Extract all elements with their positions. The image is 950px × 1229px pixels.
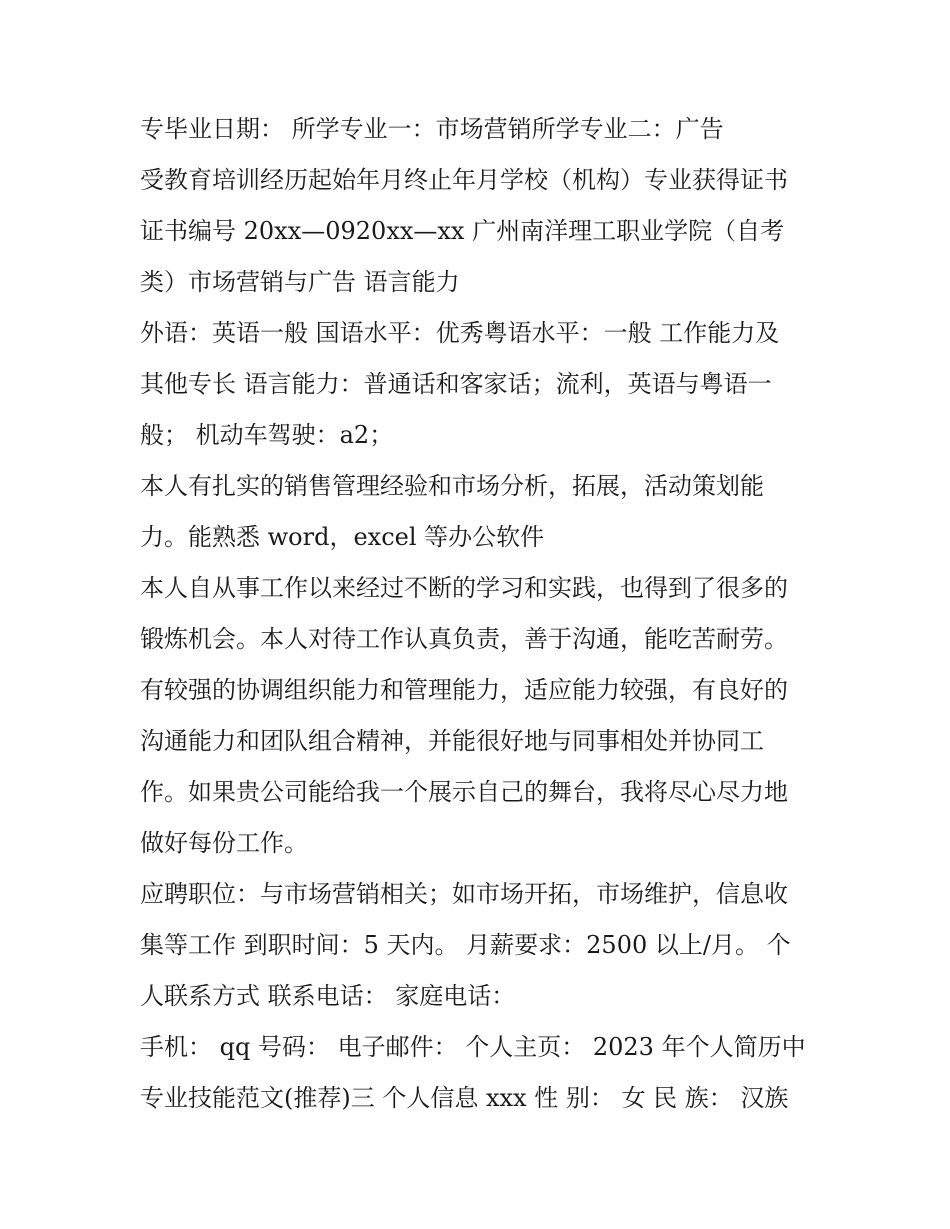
text-line: 专毕业日期： 所学专业一：市场营销所学专业二：广告 xyxy=(140,115,724,143)
text-line: 受教育培训经历起始年月终止年月学校（机构）专业获得证书 xyxy=(140,166,788,194)
text-line: 作。如果贵公司能给我一个展示自己的舞台，我将尽心尽力地 xyxy=(140,778,788,806)
text-line: 般； 机动车驾驶：a2； xyxy=(140,421,394,449)
text-line: 做好每份工作。 xyxy=(140,829,308,857)
text-line: 证书编号 20xx—0920xx—xx 广州南洋理工职业学院（自考 xyxy=(140,217,785,245)
text-line: 有较强的协调组织能力和管理能力，适应能力较强，有良好的 xyxy=(140,676,788,704)
text-line: 人联系方式 联系电话： 家庭电话： xyxy=(140,982,516,1010)
text-line: 本人有扎实的销售管理经验和市场分析，拓展，活动策划能 xyxy=(140,472,764,500)
text-line: 锻炼机会。本人对待工作认真负责，善于沟通，能吃苦耐劳。 xyxy=(140,625,788,653)
text-line: 沟通能力和团队组合精神，并能很好地与同事相处并协同工 xyxy=(140,727,764,755)
text-line: 专业技能范文(推荐)三 个人信息 xxx 性 别： 女 民 族： 汉族 xyxy=(140,1084,789,1112)
text-line: 本人自从事工作以来经过不断的学习和实践，也得到了很多的 xyxy=(140,574,788,602)
text-line: 应聘职位：与市场营销相关；如市场开拓，市场维护，信息收 xyxy=(140,880,788,908)
text-line: 外语：英语一般 国语水平：优秀粤语水平：一般 工作能力及 xyxy=(140,319,780,347)
text-line: 类）市场营销与广告 语言能力 xyxy=(140,268,460,296)
text-line: 手机： qq 号码： 电子邮件： 个人主页： 2023 年个人简历中 xyxy=(140,1033,806,1061)
text-line: 集等工作 到职时间：5 天内。 月薪要求：2500 以上/月。 个 xyxy=(140,931,791,959)
text-line: 力。能熟悉 word，excel 等办公软件 xyxy=(140,523,545,551)
text-line: 其他专长 语言能力：普通话和客家话；流利，英语与粤语一 xyxy=(140,370,772,398)
